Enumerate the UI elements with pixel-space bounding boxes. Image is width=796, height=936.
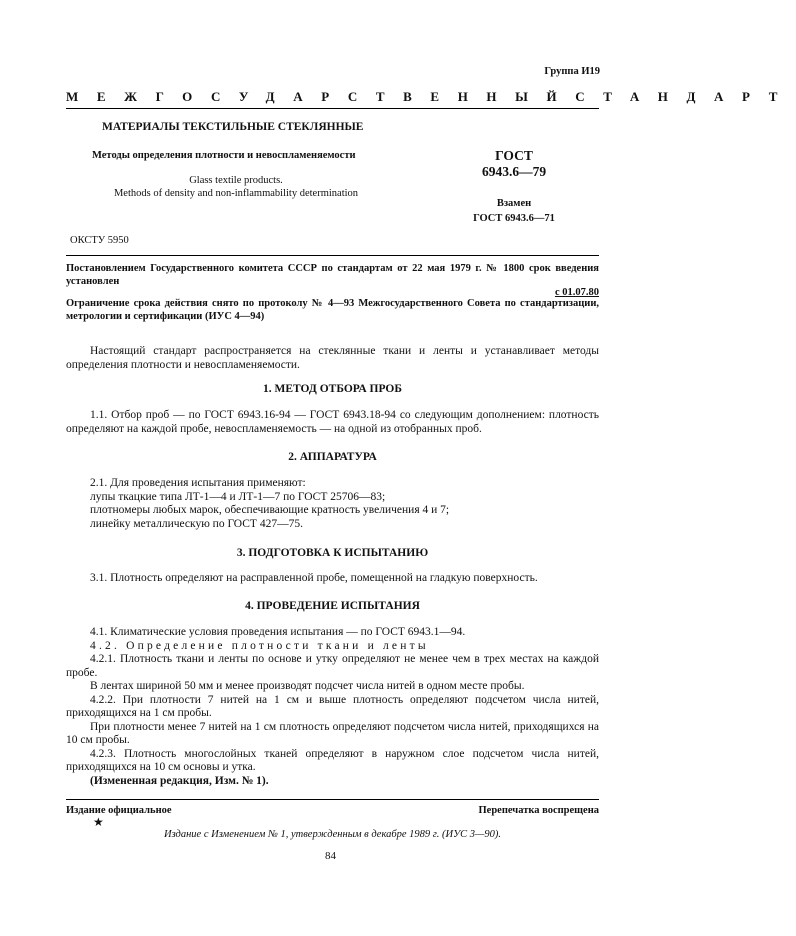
footer <box>66 805 599 816</box>
gost-label: ГОСТ <box>495 148 533 163</box>
section-2-body <box>66 477 599 531</box>
paragraph-4-2-1: 4.2.1. Плотность ткани и ленты по основе и утку определяют не менее чем в трех местах на каждой пробе. <box>66 653 599 679</box>
paragraph-4-2: 4.2. Определение плотности ткани и ленты <box>90 639 429 652</box>
banner <box>66 89 796 105</box>
edition-note: Издание с Изменением № 1, утвержденным в декабре 1989 г. (ИУС 3—90). <box>164 829 501 840</box>
paragraph-4-2-2: 4.2.2. При плотности 7 нитей на 1 см и выше плотность определяют подсчетом числа нитей, приходящихся на 1 см пробы. <box>66 693 599 719</box>
gost-number <box>470 148 558 180</box>
section-4-body <box>66 626 599 788</box>
section-2-heading: 2. АППАРАТУРА <box>288 451 377 463</box>
intro-paragraph <box>66 345 599 372</box>
header-rule <box>66 255 599 256</box>
banner-left: МЕЖГОСУДАРСТВЕННЫЙ <box>66 89 576 104</box>
reprint-prohibited: Перепечатка воспрещена <box>478 805 599 816</box>
section-3-heading: 3. ПОДГОТОВКА К ИСПЫТАНИЮ <box>236 547 429 559</box>
okstu-code: ОКСТУ 5950 <box>70 235 129 246</box>
list-item-ruler: линейку металлическую по ГОСТ 427—75. <box>90 517 303 530</box>
effective-date: с 01.07.80 <box>554 287 599 298</box>
star-icon: ★ <box>93 815 104 829</box>
replaces-label: Взамен <box>496 198 532 209</box>
paragraph-4-1: 4.1. Климатические условия проведения испытания — по ГОСТ 6943.1—94. <box>90 626 466 638</box>
gost-code: 6943.6—79 <box>481 164 547 179</box>
english-title-line1: Glass textile products. <box>189 175 283 186</box>
group-code: Группа И19 <box>544 66 600 77</box>
paragraph-2-1: 2.1. Для проведения испытания применяют: <box>90 477 306 489</box>
banner-right: СТАНДАРТ <box>575 89 796 104</box>
intro-text: Настоящий стандарт распространяется на стеклянные ткани и ленты и устанавливает методы определения плотности и невоспламеняемости. <box>66 345 599 371</box>
footer-rule <box>66 799 599 800</box>
list-item-magnifiers: лупы ткацкие типа ЛТ-1—4 и ЛТ-1—7 по ГОСТ 25706—83; <box>90 490 386 503</box>
section-1-heading: 1. МЕТОД ОТБОРА ПРОБ <box>263 383 402 395</box>
document-subtitle: Методы определения плотности и невоспламеняемости <box>92 150 356 161</box>
paragraph-4-2-2-note: При плотности менее 7 нитей на 1 см плотность определяют подсчетом числа нитей, приходящихся на 10 см пробы. <box>66 720 599 746</box>
english-title-line2: Methods of density and non-inflammability determination <box>113 188 359 199</box>
amendment-note: (Измененная редакция, Изм. № 1). <box>90 774 269 787</box>
paragraph-4-2-3: 4.2.3. Плотность многослойных тканей определяют в наружном слое подсчетом числа нитей, приходящихся на 10 см основы и утка. <box>66 747 599 773</box>
document-title: МАТЕРИАЛЫ ТЕКСТИЛЬНЫЕ СТЕКЛЯННЫЕ <box>102 121 364 133</box>
decree-text: Постановлением Государственного комитета СССР по стандартам от 22 мая 1979 г. № 1800 срок введения установлен <box>66 263 599 287</box>
replaces-value: ГОСТ 6943.6—71 <box>473 213 555 224</box>
limitation-text: Ограничение срока действия снято по протоколу № 4—93 Межгосударственного Совета по стандартизации, метрологии и сертификации (ИУС 4—94) <box>66 298 599 322</box>
paragraph-3-1: 3.1. Плотность определяют на расправленной пробе, помещенной на гладкую поверхность. <box>90 572 538 584</box>
paragraph-4-2-1-note: В лентах шириной 50 мм и менее производят подсчет числа нитей в одном месте пробы. <box>90 680 525 692</box>
official-edition: Издание официальное <box>66 805 172 816</box>
section-3-body <box>66 572 599 586</box>
paragraph-1-1: 1.1. Отбор проб — по ГОСТ 6943.16-94 — ГОСТ 6943.18-94 со следующим дополнением: плотность определяют на каждой пробе, невоспламеняемость — на одной из отобранных проб. <box>66 409 599 435</box>
section-1-body <box>66 409 599 436</box>
section-4-heading: 4. ПРОВЕДЕНИЕ ИСПЫТАНИЯ <box>245 600 420 612</box>
page-number: 84 <box>325 850 336 862</box>
replaces-block <box>462 196 566 226</box>
english-title <box>66 174 406 200</box>
list-item-densitometers: плотномеры любых марок, обеспечивающие кратность увеличения 4 и 7; <box>90 504 450 516</box>
top-rule <box>66 108 599 109</box>
